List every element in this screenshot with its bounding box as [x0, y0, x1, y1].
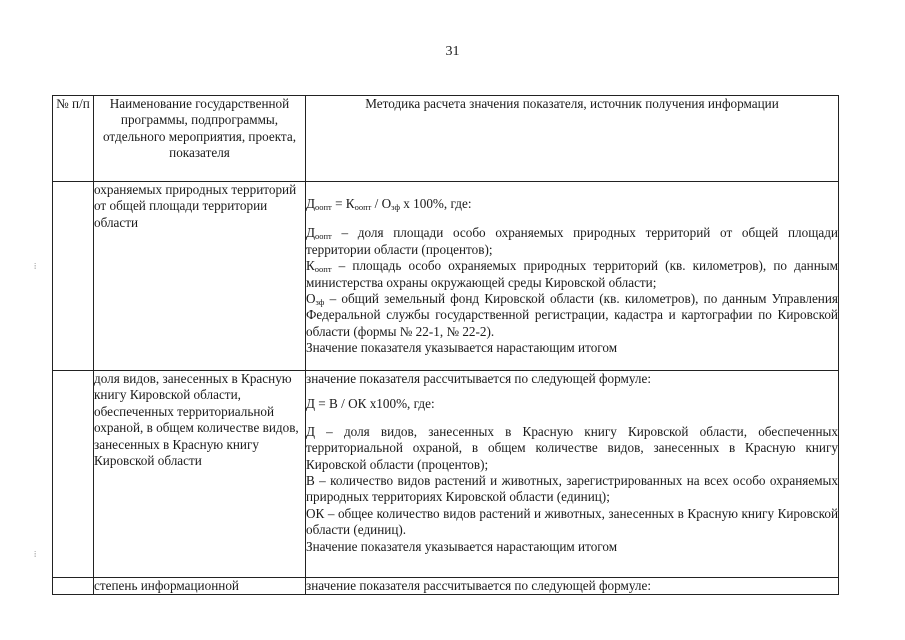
definition: $Д_{оопт}$ – доля площади особо охраняемых природных территорий от общей площади территории области (процентов); [306, 225, 838, 257]
row-num-cell [53, 578, 94, 595]
formula: $Д_{оопт} = К_{оопт} / О_{зф}$ х 100%, где: [306, 196, 472, 212]
header-method: Методика расчета значения показателя, источник получения информации [306, 96, 839, 182]
definition: В – количество видов растений и животных, зарегистрированных на всех особо охраняемых природных территориях Кировской области (единиц); [306, 473, 838, 505]
method-cell [306, 182, 839, 371]
table-row [53, 371, 839, 578]
row-num-cell [53, 182, 94, 371]
margin-mark: ⁞ [34, 262, 37, 271]
definition: ОК – общее количество видов растений и животных, занесенных в Красную книгу Кировской области (единиц). [306, 505, 838, 538]
definition: $О_{зф}$ – общий земельный фонд Кировской области (кв. километров), по данным Управления Федеральной службы государственной регистрации, кадастра и картографии по Кировской области (формы № 22-1, № 22-2). [306, 291, 838, 339]
cumulative-note: Значение показателя указывается нарастающим итогом [306, 538, 618, 554]
margin-mark: ⁞ [34, 550, 37, 559]
row-num-cell [53, 371, 94, 578]
method-cell [306, 371, 839, 578]
indicator-name: степень информационной [94, 578, 306, 595]
formula-intro: значение показателя рассчитывается по следующей формуле: [306, 371, 652, 386]
table-row [53, 182, 839, 371]
header-name: Наименование государственной программы, подпрограммы, отдельного мероприятия, проекта, показателя [94, 96, 306, 182]
formula: Д = В / ОК х100%, где: [306, 396, 435, 412]
definition: Д – доля видов, занесенных в Красную книгу Кировской области, обеспеченных территориальной охраной, в общем количестве видов, занесенных в Красную книгу Кировской области (процентов); [306, 423, 838, 472]
page-number: 31 [445, 44, 460, 59]
header-num: № п/п [53, 96, 94, 182]
table-row [53, 578, 839, 595]
formula-intro: значение показателя рассчитывается по следующей формуле: [306, 578, 652, 593]
table-header-row [53, 96, 839, 182]
indicator-name: охраняемых природных территорий от общей площади территории области [94, 182, 306, 371]
cumulative-note: Значение показателя указывается нарастающим итогом [306, 340, 618, 356]
definition: $К_{оопт}$ – площадь особо охраняемых природных территорий (кв. километров), по данным министерства охраны окружающей среды Кировской области; [306, 258, 838, 290]
indicator-table [52, 95, 839, 595]
method-cell [306, 578, 839, 595]
indicator-name: доля видов, занесенных в Красную книгу Кировской области, обеспеченных территориальной охраной, в общем количестве видов, занесенных в Красную книгу Кировской области [94, 371, 306, 578]
